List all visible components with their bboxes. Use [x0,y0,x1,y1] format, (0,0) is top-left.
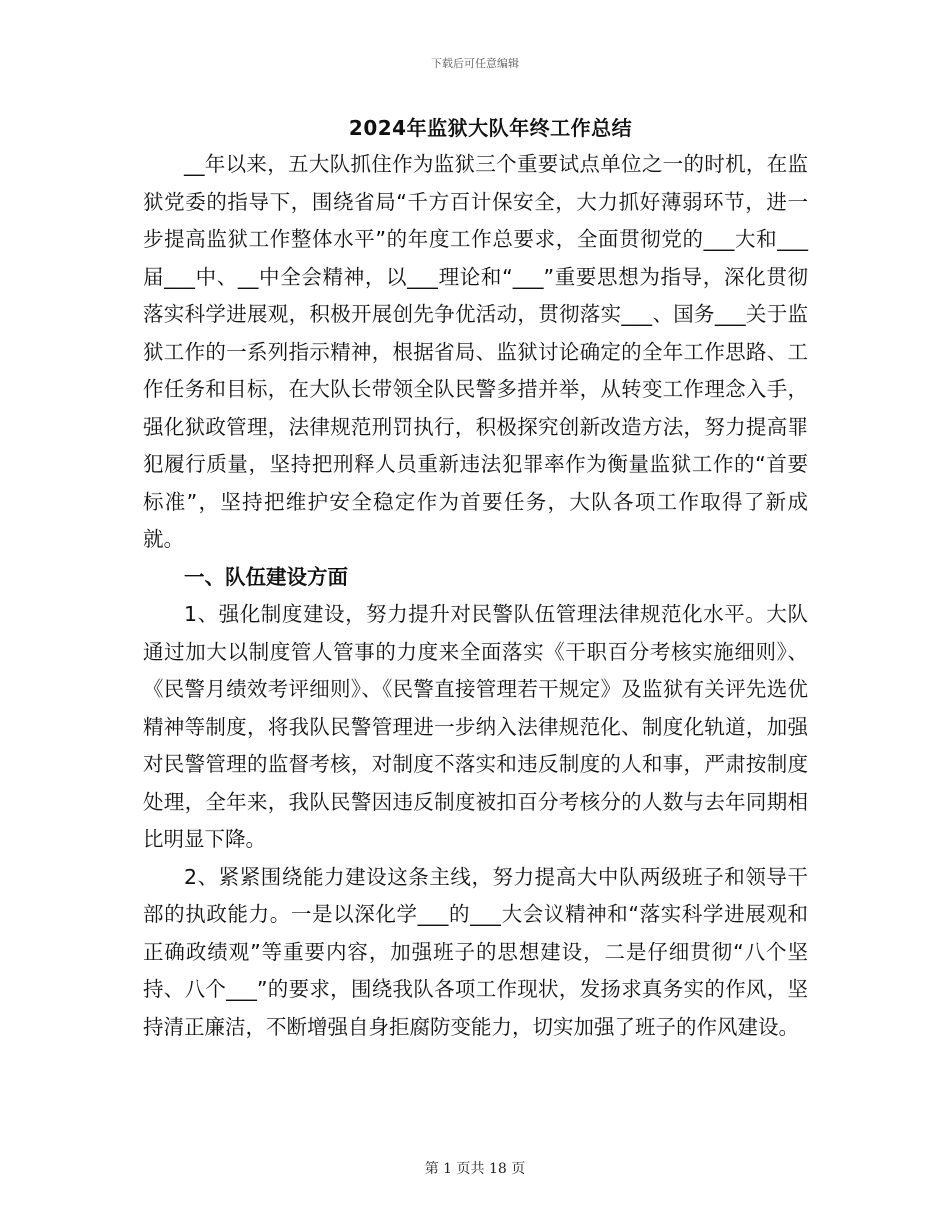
section-paragraph-1: 1、强化制度建设，努力提升对民警队伍管理法律规范化水平。大队通过加大以制度管人管事的力度来全面落实《干职百分考核实施细则》、《民警月绩效考评细则》、《民警直接管理若干规定》及监狱有关评先选优精神等制度，将我队民警管理进一步纳入法律规范化、制度化轨道，加强对民警管理的监督考核，对制度不落实和违反制度的人和事，严肃按制度处理，全年来，我队民警因违反制度被扣百分考核分的人数与去年同期相比明显下降。 [143,602,808,851]
header-note: 下载后可任意编辑 [431,57,519,70]
page-number-footer: 第 1 页共 18 页 [424,1161,526,1177]
document-body [143,110,808,1046]
document-title: 2024年监狱大队年终工作总结 [348,116,633,140]
section-heading-team-building: 一、队伍建设方面 [184,564,348,589]
intro-paragraph: __年以来，五大队抓住作为监狱三个重要试点单位之一的时机，在监狱党委的指导下，围绕省局“千方百计保安全，大力抓好薄弱环节，进一步提高监狱工作整体水平”的年度工作总要求，全面贯彻党的___大和___届___中、__中全会精神，以___理论和“___”重要思想为指导，深化贯彻落实科学进展观，积极开展创先争优活动，贯彻落实___、国务___关于监狱工作的一系列指示精神，根据省局、监狱讨论确定的全年工作思路、工作任务和目标，在大队长带领全队民警多措并举，从转变工作理念入手，强化狱政管理，法律规范刑罚执行，积极探究创新改造方法，努力提高罪犯履行质量，坚持把刑释人员重新违法犯罪率作为衡量监狱工作的“首要标准”，坚持把维护安全稳定作为首要任务，大队各项工作取得了新成就。 [143,152,808,551]
section-paragraph-2: 2、紧紧围绕能力建设这条主线，努力提高大中队两级班子和领导干部的执政能力。一是以深化学___的___大会议精神和“落实科学进展观和正确政绩观”等重要内容，加强班子的思想建设，二是仔细贯彻“八个坚持、八个___”的要求，围绕我队各项工作现状，发扬求真务实的作风，坚持清正廉洁，不断增强自身拒腐防变能力，切实加强了班子的作风建设。 [143,864,808,1039]
